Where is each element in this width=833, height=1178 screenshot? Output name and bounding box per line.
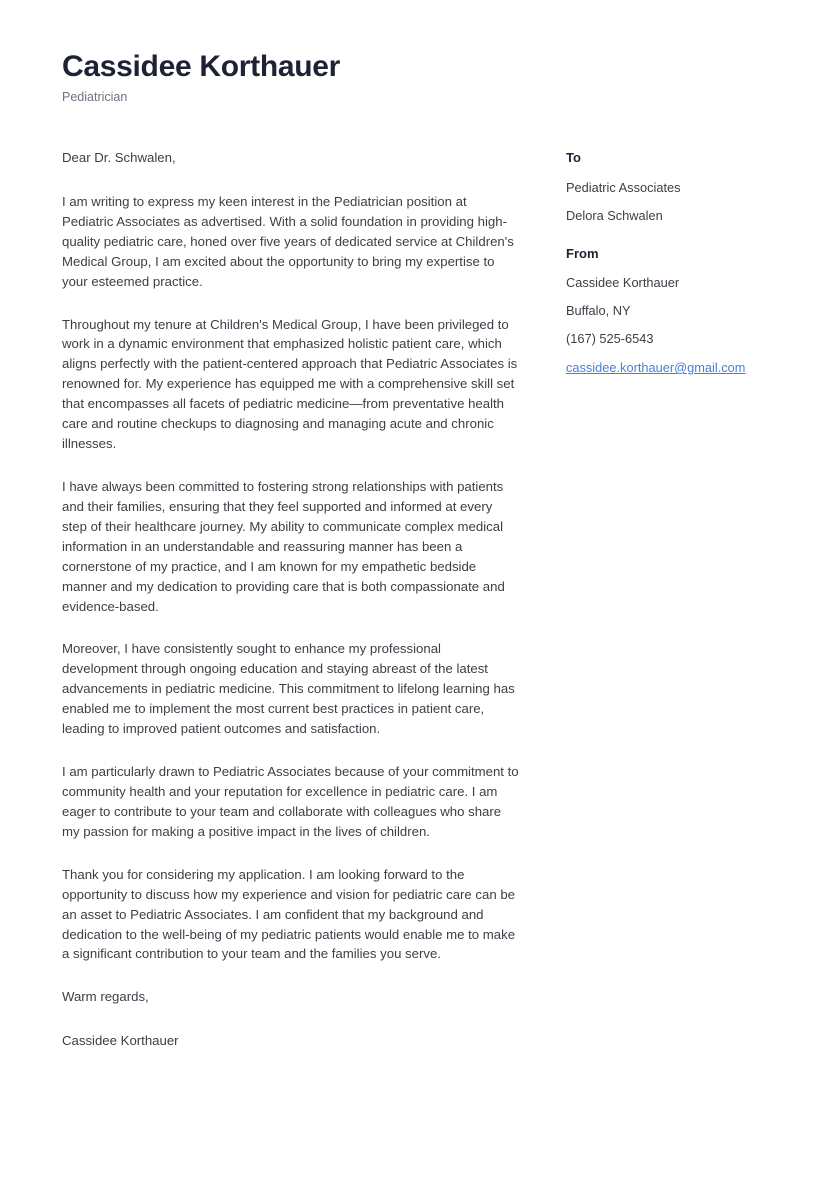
letter-paragraph: Moreover, I have consistently sought to enhance my professional development through ongoing education and staying abreast of the latest advancements in pediatric medicine. This commitment to lifelong learning has enabled me to implement the most current best practices in patient care, leading to improved patient outcomes and satisfaction.	[62, 641, 515, 737]
page-title: Cassidee Korthauer	[62, 50, 341, 83]
letter-salutation: Dear Dr. Schwalen,	[62, 150, 176, 165]
letter-paragraph: Throughout my tenure at Children's Medical Group, I have been privileged to work in a dynamic environment that emphasized holistic patient care, which aligns perfectly with the patient-centered approach that Pediatric Associates is renowned for. My experience has equipped me with a comprehensive skill set that encompasses all facets of pediatric medicine—from preventative health care and routine checkups to diagnosing and managing acute and chronic illnesses.	[62, 316, 518, 452]
recipient-name: Delora Schwalen	[566, 207, 663, 223]
recipient-company: Pediatric Associates	[566, 179, 681, 195]
letter-paragraph: I have always been committed to fostering strong relationships with patients and their families, ensuring that they feel supported and informed at every step of their healthcare journey. My ability to communicate complex medical information in an understandable and reassuring manner has been a cornerstone of my practice, and I am known for my empathetic bedside manner and my dedication to providing care that is both compassionate and evidence-based.	[62, 478, 505, 614]
candidate-job-title: Pediatrician	[62, 90, 128, 104]
sender-location: Buffalo, NY	[566, 303, 631, 319]
sender-email-link[interactable]: cassidee.korthauer@gmail.com	[566, 360, 746, 376]
letter-paragraph: Thank you for considering my application. I am looking forward to the opportunity to discuss how my experience and vision for pediatric care can be an asset to Pediatric Associates. I am confident that my background and dedication to the well-being of my pediatric patients would enable me to make a significant contribution to your team and the families you serve.	[62, 866, 516, 962]
letter-paragraph: I am particularly drawn to Pediatric Associates because of your commitment to community health and your reputation for excellence in pediatric care. I am eager to contribute to your team and collaborate with colleagues who share my passion for making a positive impact in the lives of children.	[62, 764, 519, 839]
letter-body	[62, 148, 520, 1051]
letter-sidebar	[566, 150, 796, 377]
sender-block	[566, 246, 796, 378]
recipient-heading: To	[566, 150, 581, 165]
sender-phone: (167) 525-6543	[566, 331, 654, 347]
letter-paragraph: I am writing to express my keen interest in the Pediatrician position at Pediatric Associates as advertised. With a solid foundation in providing high-quality pediatric care, honed over five years of dedicated service at Children's Medical Group, I am excited about the opportunity to bring my expertise to your esteemed practice.	[62, 193, 514, 289]
sender-heading: From	[566, 245, 599, 261]
letter-closing: Warm regards,	[62, 989, 149, 1005]
letter-signature: Cassidee Korthauer	[62, 1033, 179, 1049]
recipient-block	[566, 150, 796, 224]
letter-header	[62, 50, 662, 105]
sender-name: Cassidee Korthauer	[566, 275, 680, 291]
